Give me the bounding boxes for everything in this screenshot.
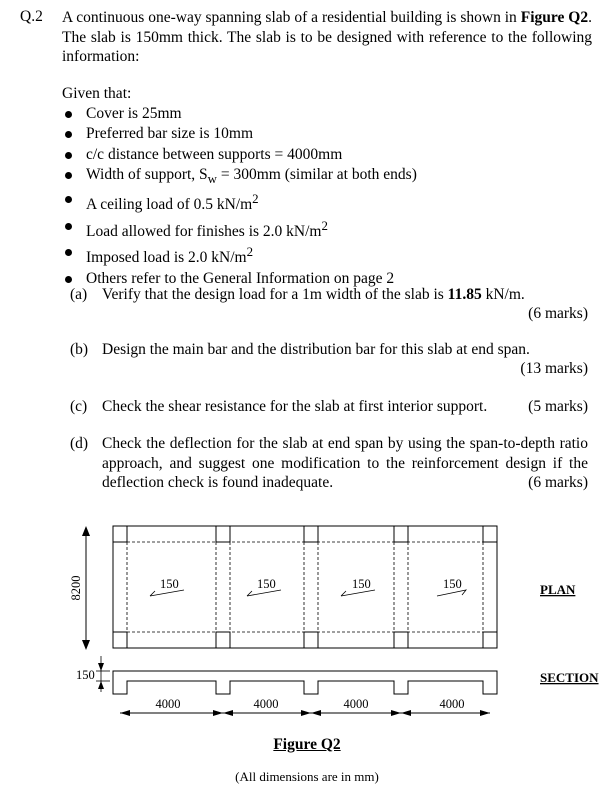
span-label-4: 4000 (439, 697, 465, 711)
part-c-label: (c) (70, 398, 88, 415)
part-d-marks: (6 marks) (522, 473, 588, 493)
part-d-text: Check the deflection for the slab at end span by using the span-to-depth ratio approach, and suggest one modification to the reinforcement design if the deflection check is found inadequate. (102, 435, 588, 491)
given-item: A ceiling load of 0.5 $kN/m^2$ (62, 189, 417, 215)
plan-label: PLAN (540, 582, 576, 597)
intro-text: . The slab is 150mm thick. The slab is to be designed with reference to the following information: (62, 9, 592, 65)
given-heading: Given that: (62, 85, 132, 102)
part-b-label: (b) (70, 341, 89, 358)
figure-title: Figure Q2 (273, 736, 341, 753)
given-item: Imposed load is 2.0 $kN/m^2$ (62, 242, 417, 268)
section-outline (113, 671, 497, 694)
given-item: Load allowed for finishes is 2.0 $kN/m^2$ (62, 216, 417, 242)
part-a-label: (a) (70, 286, 88, 303)
plan-slab-label-4: 150 (443, 577, 462, 591)
section-thickness-label: 150 (76, 668, 95, 682)
plan-slab-label-3: 150 (352, 577, 371, 591)
part-b-marks: (13 marks) (520, 360, 588, 377)
intro-text: A continuous one-way spanning slab of a residential building is shown in (62, 9, 521, 26)
given-item: Width of support, $S_w = 300mm$ (similar at both ends) (62, 165, 417, 189)
part-d-label: (d) (70, 435, 89, 452)
part-a-marks: (6 marks) (528, 305, 588, 322)
given-item: c/c distance between supports = 4000mm (62, 145, 417, 165)
given-item: Cover is 25mm (62, 104, 417, 124)
plan-slab-label-1: 150 (160, 577, 179, 591)
part-c-text: Check the shear resistance for the slab at first interior support. (102, 398, 488, 415)
given-item: Others refer to the General Information on page 2 (62, 269, 417, 289)
section-label: SECTION (540, 670, 599, 685)
given-item: Preferred bar size is 10mm (62, 124, 417, 144)
span-label-3: 4000 (343, 697, 369, 711)
figure-reference: Figure Q2 (520, 9, 589, 26)
span-label-2: 4000 (253, 697, 279, 711)
plan-slab-label-2: 150 (257, 577, 276, 591)
span-label-1: 4000 (155, 697, 181, 711)
part-c-marks: (5 marks) (528, 398, 588, 415)
question-number: Q.2 (20, 8, 43, 25)
plan-dimension-label: 8200 (69, 575, 83, 601)
part-b-text: Design the main bar and the distribution bar for this slab at end span. (102, 341, 530, 358)
part-a-text: Verify that the design load for a 1m width of the slab is 11.85 kN/m. (102, 286, 525, 303)
figure-note: (All dimensions are in mm) (235, 769, 379, 784)
